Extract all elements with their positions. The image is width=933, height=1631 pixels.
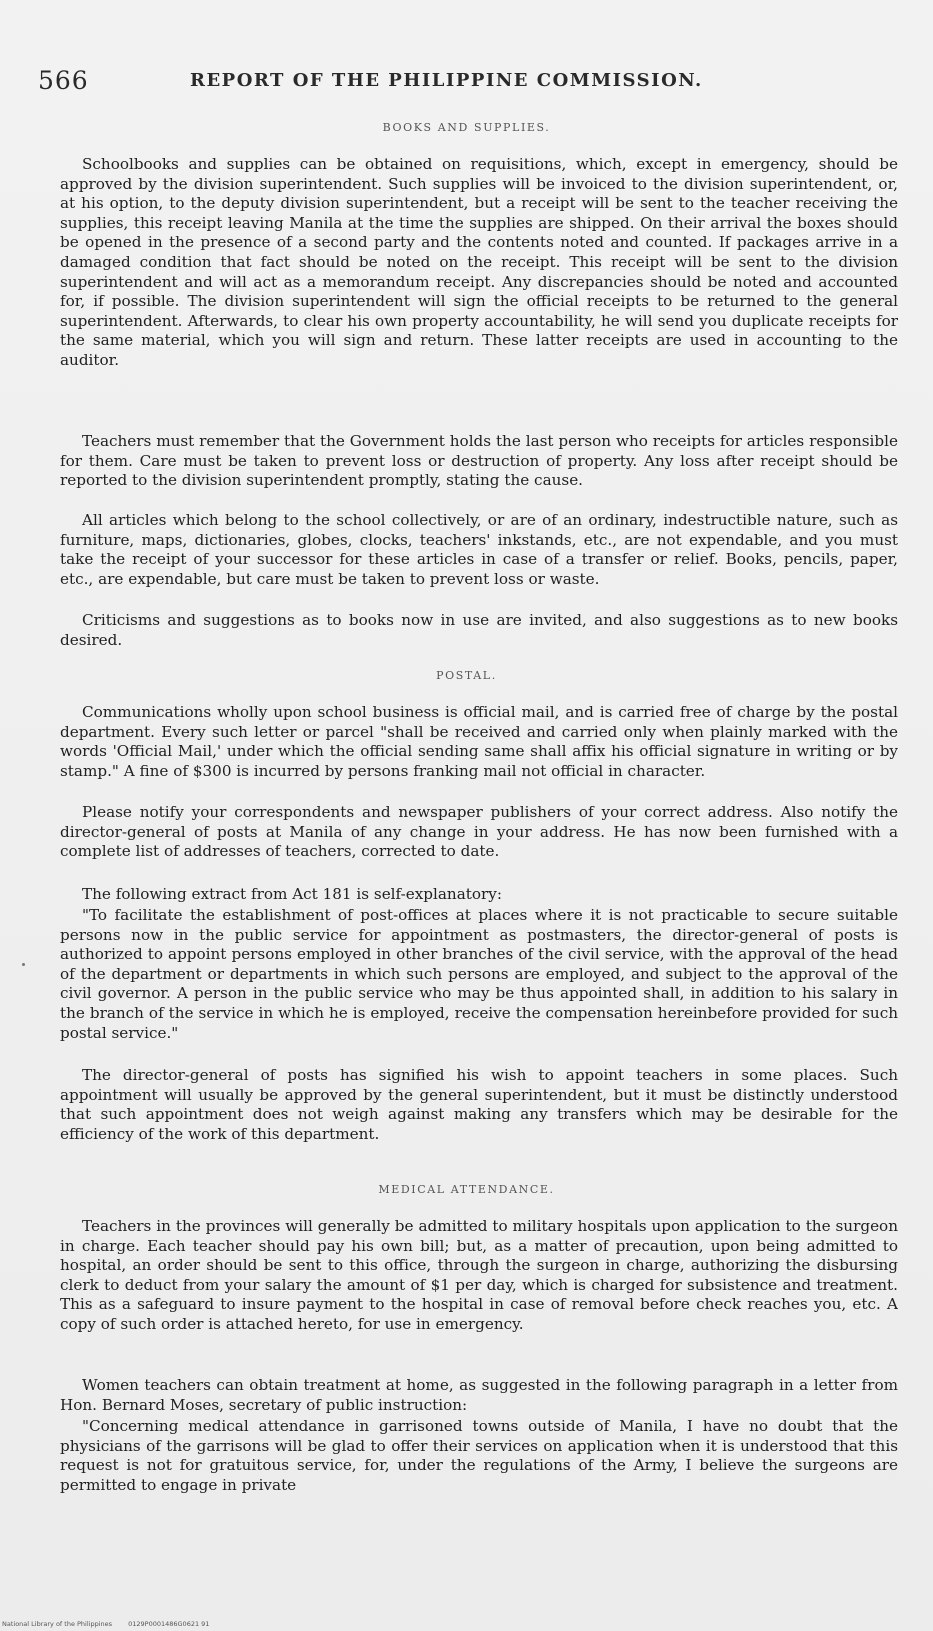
page-number: 566 [38, 66, 89, 95]
paragraph-medical-1: Teachers in the provinces will generally be admitted to military hospitals upon application to the surgeon in charge. Each teacher should pay his own bill; but, as a matter of precaution, upon being admitted to hospital, an order should be sent to this office, through the surgeon in charge, authorizing the disbursing clerk to deduct from your salary the amount of $1 per day, which is charged for subsistence and treatment. This as a safeguard to insure payment to the hospital in case of removal before check reaches you, etc. A copy of such order is attached hereto, for use in emergency. [60, 1217, 898, 1333]
section-heading-postal: POSTAL. [436, 669, 497, 682]
section-heading-medical: MEDICAL ATTENDANCE. [378, 1183, 555, 1196]
paragraph-postal-1: Communications wholly upon school business is official mail, and is carried free of charge by the postal department. Every such letter or parcel "shall be received and carried only when plainly marked with the words 'Official Mail,' under which the official sending same shall affix his official signature in writing or by stamp." A fine of $300 is incurred by persons franking mail not official in character. [60, 703, 898, 780]
paragraph-postal-2: Please notify your correspondents and newspaper publishers of your correct address. Also notify the director-general of posts at Manila of any change in your address. He has now been furnished with a complete list of addresses of teachers, corrected to date. [60, 803, 898, 861]
paragraph-medical-2: Women teachers can obtain treatment at home, as suggested in the following paragraph in a letter from Hon. Bernard Moses, secretary of public instruction: [60, 1376, 898, 1414]
paragraph-books-2: Teachers must remember that the Government holds the last person who receipts for articles responsible for them. Care must be taken to prevent loss or destruction of property. Any loss after receipt should be reported to the division superintendent promptly, stating the cause. [60, 432, 898, 490]
footer-code: 0129P0001486G0621 91 [128, 1620, 210, 1628]
paragraph-postal-5: The director-general of posts has signified his wish to appoint teachers in some places. Such appointment will usually be approved by the general superintendent, but it must be distinctly understood that such appointment does not weigh against making any transfers which may be desirable for the efficiency of the work of this department. [60, 1066, 898, 1143]
section-heading-books: BOOKS AND SUPPLIES. [382, 121, 551, 134]
paragraph-books-4: Criticisms and suggestions as to books now in use are invited, and also suggestions as to new books desired. [60, 611, 898, 649]
scan-speck [22, 963, 25, 966]
footer-library: National Library of the Philippines [2, 1620, 113, 1628]
paragraph-postal-quote: "To facilitate the establishment of post-offices at places where it is not practicable to secure suitable persons now in the public service for appointment as postmasters, the director-general of posts is authorized to appoint persons employed in other branches of the civil service, with the approval of the head of the department or departments in which such persons are employed, and subject to the approval of the civil governor. A person in the public service who may be thus appointed shall, in addition to his salary in the branch of the service in which he is employed, receive the compensation hereinbefore provided for such postal service." [60, 906, 898, 1042]
paragraph-books-3: All articles which belong to the school collectively, or are of an ordinary, indestructible nature, such as furniture, maps, dictionaries, globes, clocks, teachers' inkstands, etc., are not expendable, and you must take the receipt of your successor for these articles in case of a transfer or relief. Books, pencils, paper, etc., are expendable, but care must be taken to prevent loss or waste. [60, 511, 898, 588]
paragraph-books-1: Schoolbooks and supplies can be obtained on requisitions, which, except in emergency, should be approved by the division superintendent. Such supplies will be invoiced to the division superintendent, or, at his option, to the deputy division superintendent, but a receipt will be sent to the teacher receiving the supplies, this receipt leaving Manila at the time the supplies are shipped. On their arrival the boxes should be opened in the presence of a second party and the contents noted and counted. If packages arrive in a damaged condition that fact should be noted on the receipt. This receipt will be sent to the division superintendent and will act as a memorandum receipt. Any discrepancies should be noted and accounted for, if possible. The division superintendent will sign the official receipts to be returned to the general superintendent. Afterwards, to clear his own property accountability, he will send you duplicate receipts for the same material, which you will sign and return. These latter receipts are used in accounting to the auditor. [60, 155, 898, 369]
paragraph-medical-quote: "Concerning medical attendance in garrisoned towns outside of Manila, I have no doubt that the physicians of the garrisons will be glad to offer their services on application when it is understood that this request is not for gratuitous service, for, under the regulations of the Army, I believe the surgeons are permitted to engage in private [60, 1417, 898, 1494]
page-header [38, 66, 898, 94]
paragraph-postal-3: The following extract from Act 181 is self-explanatory: [82, 885, 502, 903]
running-title: REPORT OF THE PHILIPPINE COMMISSION. [190, 70, 703, 91]
scan-footer [2, 1620, 223, 1628]
